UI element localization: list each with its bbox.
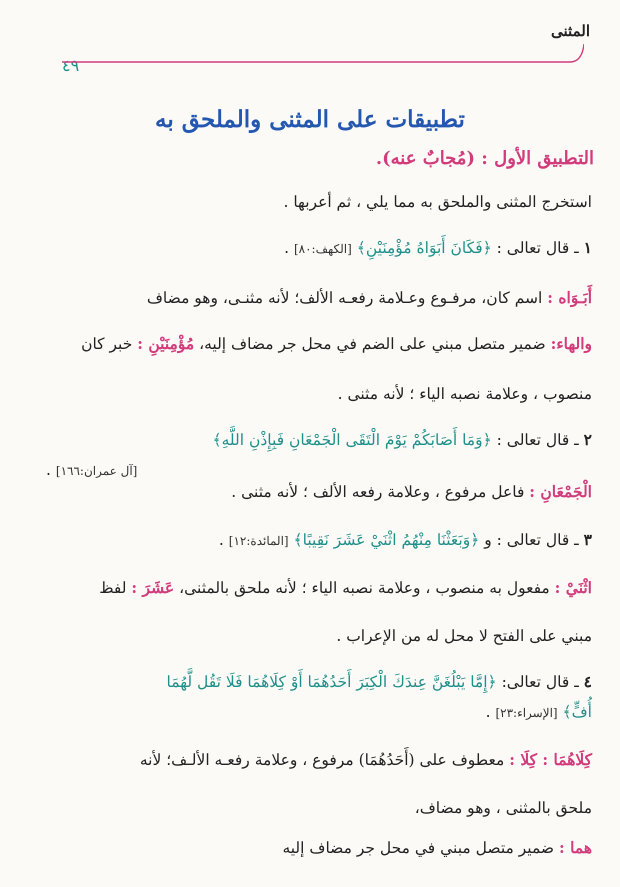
item2-ref-line <box>46 460 592 481</box>
item4-verse-part2: أُفٍّ﴾ <box>562 703 592 721</box>
item2-number: ٢ <box>583 430 592 449</box>
item1-verse: ﴿فَكَانَ أَبَوَاهُ مُؤْمِنَيْنِ﴾ <box>356 239 492 257</box>
item2-parse-1 <box>46 482 592 502</box>
item1-parse-1 <box>46 288 592 308</box>
item2-line <box>46 430 592 450</box>
item3-parse-1 <box>46 578 592 598</box>
item3-term2: عَشَرَ : <box>131 578 175 597</box>
item2-text1: فاعل مرفوع ، وعلامة رفعه الألف ؛ لأنه مثنى . <box>231 483 525 501</box>
item2-tail: . <box>46 461 51 479</box>
item1-tail: . <box>284 239 290 257</box>
item1-term2: والهاء: <box>550 334 592 353</box>
item4-verse-part1: ﴿إِمَّا يَبْلُغَنَّ عِندَكَ الْكِبَرَ أَحَدُهُمَا أَوْ كِلَاهُمَا فَلَا تَقُل لَّهُمَا <box>166 673 497 691</box>
item1-parse-3 <box>46 384 592 404</box>
item4-term1: كِلَاهُمَا : كِلَا : <box>509 750 592 769</box>
item4-ref: [الإسراء:٢٣] <box>495 706 558 720</box>
item4-parse-1 <box>46 750 592 770</box>
item1-term3: مُؤْمِنَيْنِ : <box>137 334 195 353</box>
item4-parse-3 <box>46 838 592 858</box>
item4-line <box>46 672 592 692</box>
item4-line-2 <box>46 702 592 723</box>
item1-text2: ضمير متصل مبني على الضم في محل جر مضاف إليه، <box>199 335 546 353</box>
item4-parse-2 <box>46 798 592 818</box>
item1-parse-2 <box>46 334 592 354</box>
item3-verse: ﴿وَبَعَثْنَا مِنْهُمُ اثْنَيْ عَشَرَ نَقِيبًا﴾ <box>293 531 480 549</box>
item4-tail: . <box>485 703 491 721</box>
item4-text3: ضمير متصل مبني في محل جر مضاف إليه <box>282 839 555 857</box>
item3-lead: ـ قال تعالى : و <box>484 531 579 549</box>
item2-verse: ﴿وَمَا أَصَابَكُمْ يَوْمَ الْتَقَى الْجَمْعَانِ فَبِإِذْنِ اللَّهِ﴾ <box>212 431 492 449</box>
intro-text: استخرج المثنى والملحق به مما يلي ، ثم أعربها . <box>283 193 592 211</box>
item1-text3: خبر كان <box>81 335 133 353</box>
page-number: ٤٩ <box>62 56 80 75</box>
item4-lead: ـ قال تعالى: <box>501 673 579 691</box>
item3-parse-2 <box>46 626 592 646</box>
item3-term1: اثْنَيْ : <box>554 578 592 597</box>
header-rule-line <box>62 44 584 62</box>
item1-text4: منصوب ، وعلامة نصبه الياء ؛ لأنه مثنى . <box>337 385 592 403</box>
item1-ref: [الكهف:٨٠] <box>293 242 352 256</box>
item3-text2: لفظ <box>99 579 127 597</box>
item1-line <box>46 238 592 259</box>
section-heading: التطبيق الأول : (مُجابٌ عنه). <box>375 148 594 169</box>
item1-term1: أَبَـوَاه : <box>547 288 592 307</box>
item3-number: ٣ <box>583 530 592 549</box>
item1-text1: اسم كان، مرفـوع وعـلامة رفعـه الألف؛ لأنه مثنـى، وهو مضاف <box>146 289 543 307</box>
page-title: تطبيقات على المثنى والملحق به <box>155 106 465 133</box>
item4-text2: ملحق بالمثنى ، وهو مضاف، <box>414 799 592 817</box>
item3-tail: . <box>218 531 224 549</box>
item1-number: ١ <box>583 238 592 257</box>
item2-term1: الْجَمْعَانِ : <box>529 482 592 501</box>
item1-lead: ـ قال تعالى : <box>496 239 579 257</box>
item3-ref: [المائدة:١٢] <box>228 534 289 548</box>
intro-paragraph <box>46 192 592 212</box>
header-rule <box>62 44 584 84</box>
item4-text1: معطوف على (أَحَدُهُمَا) مرفوع ، وعلامة رفعـه الألـف؛ لأنه <box>139 751 505 769</box>
running-header-title: المثنى <box>551 22 590 40</box>
item3-text1: مفعول به منصوب ، وعلامة نصبه الياء ؛ لأنه ملحق بالمثنى، <box>179 579 550 597</box>
item2-ref: [آل عمران:١٦٦] <box>55 464 138 478</box>
item2-lead: ـ قال تعالى : <box>496 431 579 449</box>
item3-line <box>46 530 592 551</box>
item3-text3: مبني على الفتح لا محل له من الإعراب . <box>336 627 592 645</box>
item4-number: ٤ <box>583 672 592 691</box>
item4-term2: هما : <box>559 838 592 857</box>
